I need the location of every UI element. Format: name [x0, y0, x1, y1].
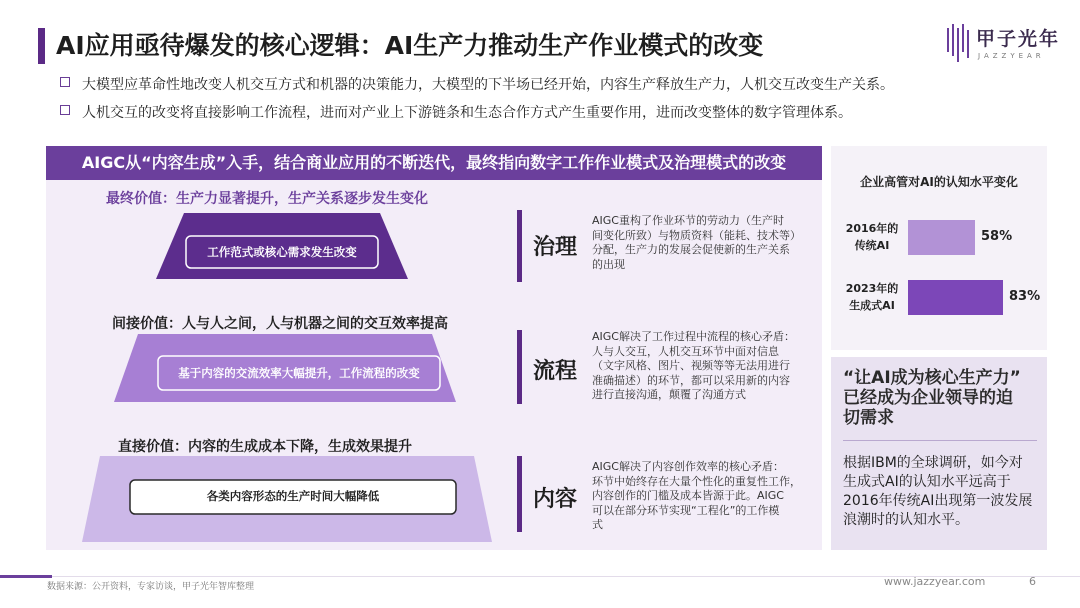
page-title: AI应用亟待爆发的核心逻辑：AI生产力推动生产作业模式的改变	[56, 31, 764, 60]
tier-text-bottom: 各类内容形态的生产时间大幅降低	[206, 489, 380, 503]
category-description: AIGC解决了内容创作效率的核心矛盾： 环节中始终存在大量个性化的重复性工作， 内容创作的门槛及成本皆源于此。AIGC 可以在部分环节实现“工程化”的工作模 式	[592, 460, 801, 531]
bar-category-label: 2023年的 生成式AI	[845, 282, 899, 312]
square-bullet-icon	[60, 77, 70, 87]
value-label-indirect: 间接价值：人与人之间，人与机器之间的交互效率提高	[112, 316, 448, 332]
tier-text-top: 工作范式或核心需求发生改变	[207, 245, 357, 259]
logo-subtext: JAZZYEAR	[978, 52, 1045, 60]
bar-2016	[908, 220, 975, 255]
logo-text: 甲子光年	[976, 28, 1061, 50]
category-divider	[517, 210, 522, 282]
aigc-panel-header: AIGC从“内容生成”入手，结合商业应用的不断迭代，最终指向数字工作作业模式及治理模式的改变	[46, 146, 822, 180]
category-divider	[517, 330, 522, 404]
category-governance: 治理	[533, 235, 578, 260]
data-source: 数据来源：公开资料，专家访谈，甲子光年智库整理	[47, 582, 255, 592]
bar-value-label: 83%	[1009, 289, 1041, 304]
title-accent-bar	[38, 28, 45, 64]
page-number: 6	[1029, 575, 1036, 588]
bar-2023	[908, 280, 1003, 315]
bullet-item	[60, 74, 894, 94]
chart-title: 企业高管对AI的认知水平变化	[860, 175, 1018, 189]
bullet-text: 大模型应革命性地改变人机交互方式和机器的决策能力，大模型的下半场已经开始，内容生产释放生产力，人机交互改变生产关系。	[82, 77, 894, 93]
category-process: 流程	[533, 359, 578, 384]
bullet-text: 人机交互的改变将直接影响工作流程，进而对产业上下游链条和生态合作方式产生重要作用，进而改变整体的数字管理体系。	[82, 105, 852, 121]
square-bullet-icon	[60, 105, 70, 115]
quote-divider	[843, 440, 1037, 441]
value-label-final: 最终价值：生产力显著提升，生产关系逐步发生变化	[106, 191, 428, 207]
category-divider	[517, 456, 522, 532]
category-content: 内容	[533, 487, 578, 512]
category-description: AIGC解决了工作过程中流程的核心矛盾： 人与人交互，人机交互环节中面对信息 （文字风格、图片、视频等等无法用进行 准确描述）的环节，都可以采用新的内容 进行直接沟通，颠覆了沟通方式	[592, 330, 795, 401]
tier-text-middle: 基于内容的交流效率大幅提升，工作流程的改变	[178, 366, 420, 380]
quote-heading: “让AI成为核心生产力” 已经成为企业领导的迫 切需求	[843, 368, 1021, 428]
bar-category-label: 2016年的 传统AI	[845, 222, 899, 252]
footer-accent	[0, 575, 52, 578]
bullet-item	[60, 102, 852, 122]
category-description: AIGC重构了作业环节的劳动力（生产时 间变化所致）与物质资料（能耗、技术等） 分配，生产力的发展会促使新的生产关系 的出现	[592, 214, 801, 271]
value-label-direct: 直接价值：内容的生成成本下降，生成效果提升	[118, 439, 412, 455]
quote-body: 根据IBM的全球调研，如今对 生成式AI的认知水平远高于 2016年传统AI出现第一波发展 浪潮时的认知水平。	[843, 455, 1033, 528]
footer-url[interactable]: www.jazzyear.com	[884, 575, 986, 588]
bar-value-label: 58%	[981, 229, 1013, 244]
